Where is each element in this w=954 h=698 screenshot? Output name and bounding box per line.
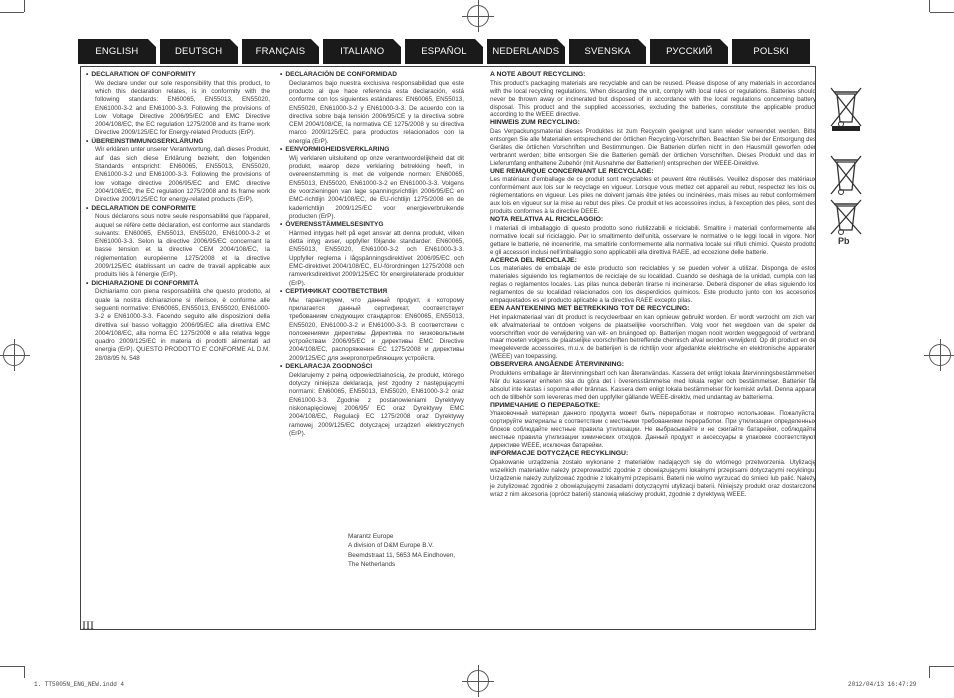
footer-filename: 1. TT5005N_ENG_NEW.indd 4 xyxy=(34,681,125,688)
recycling-heading: ACERCA DEL RECICLAJE: xyxy=(490,256,577,264)
manufacturer-address xyxy=(348,532,455,569)
section-body: Dichiariamo con piena responsabilità che questo prodotto, al quale la nostra dichiarazione si riferisce, è conforme alle seguenti normative: EN60065, EN55013, EN55020, EN61000-3-2 e EN61000-3-3. Facendo seguito alle disposizioni della direttiva sul basso voltaggio 2006/95/EC alla direttiva EMC 2004/108/EC, alla norma EC 1275/2008 e alla relativa legge quadro 2009/125/EC in materia di prodotti alimentati ad energia (ErP). QUESTO PRODOTTO E' CONFORME AL D.M. 28/08/95 N. 548 xyxy=(95,288,270,362)
recycling-spanish xyxy=(490,257,816,305)
recycling-heading: A NOTE ABOUT RECYCLING: xyxy=(490,71,586,78)
section-german-conformity: • ÜBEREINSTIMMUNGSERKLÄRUNG Wir erklären unter unserer Verantwortung, daß dieses Produkt, auf das sich diese Erklärung bezieht, den folgenden Standards entspricht: EN60065, EN55013, EN55020, EN61000-3-2 und EN61000-3-3. Following the provisions of low voltage directive 2006/95/EC and EMC directive 2004/108/EC, the EC regulation 1275/2008 and its frame work Directive 2009/125/EC for energy-related products (ErP). xyxy=(86,137,270,204)
tab-nederlands: NEDERLANDS xyxy=(487,39,565,64)
section-italian-conformity: • DICHIARAZIONE DI CONFORMITÀ Dichiariamo con piena responsabilità che questo prodotto, al quale la nostra dichiarazione si riferisce, è conforme alle seguenti normative: EN60065, EN55013, EN55020, EN61000-3-2 e EN61000-3-3. Facendo seguito alle disposizioni della direttiva sul basso voltaggio 2006/95/EC alla direttiva EMC 2004/108/EC, alla norma EC 1275/2008 e alla relativa legge quadro 2009/125/EC in materia di prodotti alimentati ad energia (ErP). QUESTO PRODOTTO E' CONFORME AL D.M. 28/08/95 N. 548 xyxy=(86,279,270,362)
crop-mark xyxy=(930,12,954,13)
recycling-heading: EEN AANTEKENING MET BETREKKING TOT DE RECYCLING: xyxy=(490,304,690,312)
conformity-column-2 xyxy=(280,71,464,438)
tab-polski: POLSKI xyxy=(732,39,810,64)
section-heading: DICHIARAZIONE DI CONFORMITÀ xyxy=(91,279,199,287)
section-french-conformity: • DECLARATION DE CONFORMITE Nous déclarons sous notre seule responsabilité que l'appareil, auquel se réfère cette déclaration, est conforme aux standards suivants: EN60065, EN55013, EN55020, EN61000-3-2 et EN61000-3-3. Selon la directive 2006/95/EC concernant la basse tension et la directive CEM 2004/108/EC, la réglementation européenne 1275/2008 et la directive 2009/125/EC établissant un cadre de travail applicable aux produits liés à l'énergie (ErP). xyxy=(86,204,270,279)
address-line: The Netherlands xyxy=(348,560,396,568)
section-russian-conformity: • СЕРТИФИКАТ СООТВЕТСТВИЯ Мы гарантируем, что данный продукт, к которому прилагается данный сертификат, соответствует требованиям следующих стандартов: EN60065, EN55013, EN55020, EN61000-3-2 и EN61000-3-3. В соответствии с положениями директивы Директива по низковольтным устройствам 2006/95/EC и директивы EMC Directive 2004/108/EC, распоряжения EC 1275/2008 и директивы 2009/125/EC для энергопотребляющих устройств. xyxy=(280,287,464,362)
section-body: Declaramos bajo nuestra exclusiva responsabilidad que este producto al que hace referencia esta declaración, está conforme con los siguientes estándares: EN60065, EN55013, EN55020, EN61000-3-2 y EN61000-3-3. De acuerdo con la directiva sobre baja tensión 2006/95/CE y la directiva sobre CEM 2004/108/CE, la normativa CE 1275/2008 y su directiva marco 2009/125/EC para productos relacionados con la energía (ErP). xyxy=(289,79,464,145)
conformity-column-1 xyxy=(86,71,270,363)
recycling-body: Les matériaux d'emballage de ce produit sont recyclables et peuvent être réutilisés. Veuillez disposer des matériaux conformément aux lois sur le recyclage en vigueur. Lorsque vous mettez cet appareil au rebut, respectez les lois ou réglementations en vigueur. Les piles ne doivent jamais être jetées ou incinérées, mais mises au rebut conformément aux lois en vigueur sur la mise au rebut des piles. Ce produit et les accessoires inclus, à l'exception des piles, sont des produits conformes à la directive DEEE. xyxy=(490,176,816,216)
section-body: Härmed intygas helt på eget ansvar att denna produkt, vilken detta intyg avser, uppfyller följande standarder: EN60065, EN55013, EN55020, EN61000-3-2 och EN61000-3-3. Uppfyller reglerna i lågspänningsdirektivet 2006/95/EC och EMC-direktivet 2004/108/EC, EU-förordningen 1275/2008 och ramverksdirektivet 2009/125/EC för energirelaterade produkter (ErP). xyxy=(289,229,464,287)
tab-francais: FRANÇAIS xyxy=(242,39,320,64)
tab-russian: РУССКИЙ xyxy=(650,39,728,64)
crossed-out-bin-icon xyxy=(826,196,866,236)
recycling-russian xyxy=(490,402,816,450)
registration-mark-icon xyxy=(467,670,489,692)
tab-espanol: ESPAÑOL xyxy=(405,39,483,64)
crop-mark xyxy=(929,666,930,678)
recycling-italian xyxy=(490,216,816,256)
crop-mark xyxy=(24,0,25,12)
section-english-conformity: • DECLARATION OF CONFORMITY We declare under our sole responsibility that this product, to which this declaration relates, is in conformity with the following standards: EN60065, EN55013, EN55020, EN61000-3-2 and EN61000-3-3. Following the provisions of Low Voltage Directive 2006/95/EC and EMC Directive 2004/108/EC, the EC regulation 1275/2008 and its frame work Directive 2009/125/EC for Energy-related Products (ErP). xyxy=(86,71,270,137)
section-body: Wij verklaren uitsluitend op onze verantwoordelijkheid dat dit produkt, waarop deze verklaring betrekking heeft, in overeenstemming is met de volgende normen: EN60065, EN55013, EN55020, EN61000-3-2 en EN61000-3-3. Volgens de voorzieningen van lage spanningsrichtlijn 2006/95/EC en EMC-richtlijn 2004/108/EC, de EU-richtlijn 1275/2008 en de kaderrichtlijn 2009/125/EC voor energieverbruikende producten (ErP). xyxy=(289,154,464,220)
address-line: Beemdstraat 11, 5653 MA Eindhoven, xyxy=(348,551,456,559)
section-heading: DECLARATION DE CONFORMITE xyxy=(91,204,196,212)
page-number: III xyxy=(82,618,94,632)
crop-mark xyxy=(0,666,24,667)
recycling-body: This product's packaging materials are recyclable and can be reused. Please dispose of any materials in accordance with the local recycling regulations. When discarding the unit, comply with local rules or regulations. Batteries should never be thrown away or incinerated but disposed of in accordance with the local regulations concerning battery disposal. This product and the supplied accessories, excluding the batteries, constitute the applicable product according to the WEEE directive. xyxy=(490,79,816,119)
recycling-german xyxy=(490,119,816,167)
section-heading: DECLARATION OF CONFORMITY xyxy=(91,71,196,78)
recycling-heading: UNE REMARQUE CONCERNANT LE RECYCLAGE: xyxy=(490,167,654,175)
recycling-body: Los materiales de embalaje de este producto son reciclables y se pueden volver a utilizar. Disponga de estos materiales siguiendo los reglamentos de reciclaje de su localidad. Cuando se deshaga de la unidad, cumpla con las reglas o reglamentos locales. Las pilas nunca deberán tirarse ni incinerarse. Deberá disponer de ellas siguiendo los reglamentos de su localidad relacionados con los desperdicios químicos. Este producto junto con los accesorios empaquetados es el producto aplicable a la directiva RAEE excepto pilas. xyxy=(490,265,816,304)
crop-mark xyxy=(930,666,954,667)
crossed-out-bin-icon xyxy=(826,82,866,134)
address-line: A division of D&M Europe B.V. xyxy=(348,542,434,550)
footer-timestamp: 2012/04/13 16:47:29 xyxy=(848,681,917,688)
recycling-body: Das Verpackungsmaterial dieses Produktes ist zum Recyceln geeignet und kann wieder verwendet werden. Bitte entsorgen Sie alle Materialien entsprechend der örtlichen Recycling-Vorschriften. Beachten Sie bei der Entsorgung des Gerätes die örtlichen Vorschriften und Bestimmungen. Die Batterien dürfen nicht in den Hausmüll geworfen oder verbrannt werden; bitte entsorgen Sie die Batterien gemäß der örtlichen Vorschriften. Dieses Produkt und das im Lieferumfang enthaltene Zubehör (mit Ausnahme der Batterien!) entsprechen der WEEE-Direktive. xyxy=(490,128,816,167)
recycling-heading: ПРИМЕЧАНИЕ О ПЕРЕРАБОТКЕ: xyxy=(490,401,601,409)
recycling-column xyxy=(490,71,816,498)
recycling-english xyxy=(490,71,816,119)
recycling-heading: NOTA RELATIVA AL RICICLAGGIO: xyxy=(490,216,604,224)
language-tabs xyxy=(78,39,810,64)
registration-mark-icon xyxy=(3,344,25,366)
recycling-body: I materiali di imballaggio di questo prodotto sono riutilizzabili e riciclabili. Smaltire i materiali conformemente alle normative locali sul riciclaggio. Per lo smaltimento dell'unità, osservare le normative o le leggi locali in vigore. Non gettare le batterie, né incenerirle, ma smaltirle conformemente alla normativa locale sui rifiuti chimici. Questo prodotto e gli accessori inclusi nell'imballaggio sono applicabili alla direttiva RAEE, ad eccezione delle batterie. xyxy=(490,224,816,256)
recycling-heading: HINWEIS ZUM RECYCLING: xyxy=(490,119,580,127)
tab-svenska: SVENSKA xyxy=(569,39,647,64)
registration-mark-icon xyxy=(929,344,951,366)
crossed-out-bin-icon xyxy=(826,150,866,202)
section-heading: DEKLARACJA ZGODNOŚCI xyxy=(285,363,373,371)
recycling-body: Упаковочный материал данного продукта может быть переработан и повторно использован. Пожалуйста, сортируйте материалы в соответствии с местными требованиями переработки. При утилизации определенных блоков соблюдайте местные правила утилизации. Не выбрасывайте и не сжигайте батарейки, соблюдайте местные правила утилизации химических отходов. Данный продукт и аксессуары в упаковке соответствуют директиве WEEE, исключая батарейки. xyxy=(490,410,816,450)
section-body: Deklarujemy z pełną odpowiedzialnością, że produkt, którego dotyczy niniejsza deklaracja, jest zgodny z następującymi normami: EN60065, EN55013, EN55020, EN61000-3-2 oraz EN61000-3-3. Zgodnie z postanowieniami Dyrektywy niskonapięciowej 2006/95/ EC oraz Dyrektywy EMC 2004/108/EC, Regulacji EC 1275/2008 oraz Dyrektywy ramowej 2009/125/EC dotyczącej urządzeń elektrycznych (ErP). xyxy=(289,371,464,437)
recycling-polish xyxy=(490,450,816,498)
pb-label: Pb xyxy=(838,236,850,246)
tab-italiano: ITALIANO xyxy=(323,39,401,64)
section-dutch-conformity: • EENVORMIGHEIDSVERKLARING Wij verklaren uitsluitend op onze verantwoordelijkheid dat dit produkt, waarop deze verklaring betrekking heeft, in overeenstemming is met de volgende normen: EN60065, EN55013, EN55020, EN61000-3-2 en EN61000-3-3. Volgens de voorzieningen van lage spanningsrichtlijn 2006/95/EC en EMC-richtlijn 2004/108/EC, de EU-richtlijn 1275/2008 en de kaderrichtlijn 2009/125/EC voor energieverbruikende producten (ErP). xyxy=(280,146,464,220)
recycling-body: Produktens emballage är återvinningsbart och kan återanvändas. Kassera det enligt lokala återvinningsbestämmelser. När du kasserar enheten ska du göra det i överensstämmelse med lokala regler och bestämmelser. Batterier får absolut inte kastas i soporna eller brännas. Kassera dem enligt lokala bestämmelser för kemiskt avfall. Denna apparat och de tillbehör som levereras med den uppfyller gällande WEEE-direktiv, med undantag av batterierna. xyxy=(490,369,816,401)
section-spanish-conformity: • DECLARACIÓN DE CONFORMIDAD Declaramos bajo nuestra exclusiva responsabilidad que este producto al que hace referencia esta declaración, está conforme con los siguientes estándares: EN60065, EN55013, EN55020, EN61000-3-2 y EN61000-3-3. De acuerdo con la directiva sobre baja tensión 2006/95/CE y la directiva sobre CEM 2004/108/CE, la normativa CE 1275/2008 y su directiva marco 2009/125/EC para productos relacionados con la energía (ErP). xyxy=(280,71,464,145)
registration-mark-icon xyxy=(467,5,489,27)
section-body: Nous déclarons sous notre seule responsabilité que l'appareil, auquel se réfère cette déclaration, est conforme aux standards suivants: EN60065, EN55013, EN55020, EN61000-3-2 et EN61000-3-3. Selon la directive 2006/95/EC concernant la basse tension et la directive CEM 2004/108/EC, la réglementation européenne 1275/2008 et la directive 2009/125/EC établissant un cadre de travail applicable aux produits liés à l'énergie (ErP). xyxy=(95,213,270,279)
section-body: Wir erklären unter unserer Verantwortung, daß dieses Produkt, auf das sich diese Erklärung bezieht, den folgenden Standards entspricht: EN60065, EN55013, EN55020, EN61000-3-2 und EN61000-3-3. Following the provisions of low voltage directive 2006/95/EC and EMC directive 2004/108/EC, the EC regulation 1275/2008 and its frame work Directive 2009/125/EC for energy-related products (ErP). xyxy=(95,146,270,204)
section-swedish-conformity: • ÖVERENSSTÄMMELSESINTYG Härmed intygas helt på eget ansvar att denna produkt, vilken detta intyg avser, uppfyller följande standarder: EN60065, EN55013, EN55020, EN61000-3-2 och EN61000-3-3. Uppfyller reglerna i lågspänningsdirektivet 2006/95/EC och EMC-direktivet 2004/108/EC, EU-förordningen 1275/2008 och ramverksdirektivet 2009/125/EC för energirelaterade produkter (ErP). xyxy=(280,221,464,287)
recycling-body: Opakowanie urządzenia zostało wykonane z materiałów nadających się do wtórnego przetworzenia. Utylizację wszelkich materiałów należy przeprowadzić zgodnie z obowiązującymi lokalnymi przepisami dotyczącymi recyklingu. Urządzenie należy zutylizować zgodnie z lokalnymi przepisami. Baterii nie wolno wyrzucać do śmieci lub palić. Należy je zutylizować zgodnie z obowiązującymi zasadami dotyczącymi utylizacji baterii. Niniejszy produkt oraz dostarczone wraz z nim akcesoria (oprócz baterii) stanowią właściwy produkt, zgodnie z dyrektywą WEEE. xyxy=(490,458,816,498)
crop-mark xyxy=(929,0,930,12)
tab-english: ENGLISH xyxy=(78,39,156,64)
section-body: Мы гарантируем, что данный продукт, к которому прилагается данный сертификат, соответствует требованиям следующих стандартов: EN60065, EN55013, EN55020, EN61000-3-2 и EN61000-3-3. В соответствии с положениями директивы Директива по низковольтным устройствам 2006/95/EC и директивы EMC Directive 2004/108/EC, распоряжения EC 1275/2008 и директивы 2009/125/EC для энергопотребляющих устройств. xyxy=(289,296,464,362)
section-heading: EENVORMIGHEIDSVERKLARING xyxy=(285,146,390,154)
recycling-french xyxy=(490,168,816,216)
recycling-heading: INFORMACJE DOTYCZĄCE RECYKLINGU: xyxy=(490,450,629,458)
recycling-swedish xyxy=(490,361,816,401)
section-heading: ÜBEREINSTIMMUNGSERKLÄRUNG xyxy=(91,137,204,145)
recycling-heading: OBSERVERA ANGÅENDE ÅTERVINNING: xyxy=(490,361,625,369)
recycling-dutch xyxy=(490,305,816,361)
crop-mark xyxy=(24,666,25,678)
recycling-body: Het inpakmateriaal van dit product is recycleerbaar en kan opnieuw gebruikt worden. Er wordt verzocht om zich van elk afvalmateriaal te ontdoen volgens de plaatselijke voorschriften. Volg voor het wegdoen van de speler de voorschriften voor de verwijdering van wit- en bruingoed op. Batterijen mogen nooit worden weggegooid of verbrand, maar moeten volgens de plaatselijke voorschriften betreffende chemisch afval worden verwijderd. Op dit product en de meegeleverde accessoires, m.u.v. de batterijen is de richtlijn voor afgedankte elektrische en elektronische apparaten (WEEE) van toepassing. xyxy=(490,313,816,361)
section-heading: ÖVERENSSTÄMMELSESINTYG xyxy=(285,221,384,229)
crop-mark xyxy=(0,12,24,13)
section-polish-conformity: • DEKLARACJA ZGODNOŚCI Deklarujemy z pełną odpowiedzialnością, że produkt, którego dotyczy niniejsza deklaracja, jest zgodny z następującymi normami: EN60065, EN55013, EN55020, EN61000-3-2 oraz EN61000-3-3. Zgodnie z postanowieniami Dyrektywy niskonapięciowej 2006/95/ EC oraz Dyrektywy EMC 2004/108/EC, Regulacji EC 1275/2008 oraz Dyrektywy ramowej 2009/125/EC dotyczącej urządzeń elektrycznych (ErP). xyxy=(280,363,464,437)
section-body: We declare under our sole responsibility that this product, to which this declaration relates, is in conformity with the following standards: EN60065, EN55013, EN55020, EN61000-3-2 and EN61000-3-3. Following the provisions of Low Voltage Directive 2006/95/EC and EMC Directive 2004/108/EC, the EC regulation 1275/2008 and its frame work Directive 2009/125/EC for Energy-related Products (ErP). xyxy=(95,79,270,137)
section-heading: DECLARACIÓN DE CONFORMIDAD xyxy=(285,71,398,78)
section-heading: СЕРТИФИКАТ СООТВЕТСТВИЯ xyxy=(285,287,388,295)
address-line: Marantz Europe xyxy=(348,533,394,540)
tab-deutsch: DEUTSCH xyxy=(160,39,238,64)
